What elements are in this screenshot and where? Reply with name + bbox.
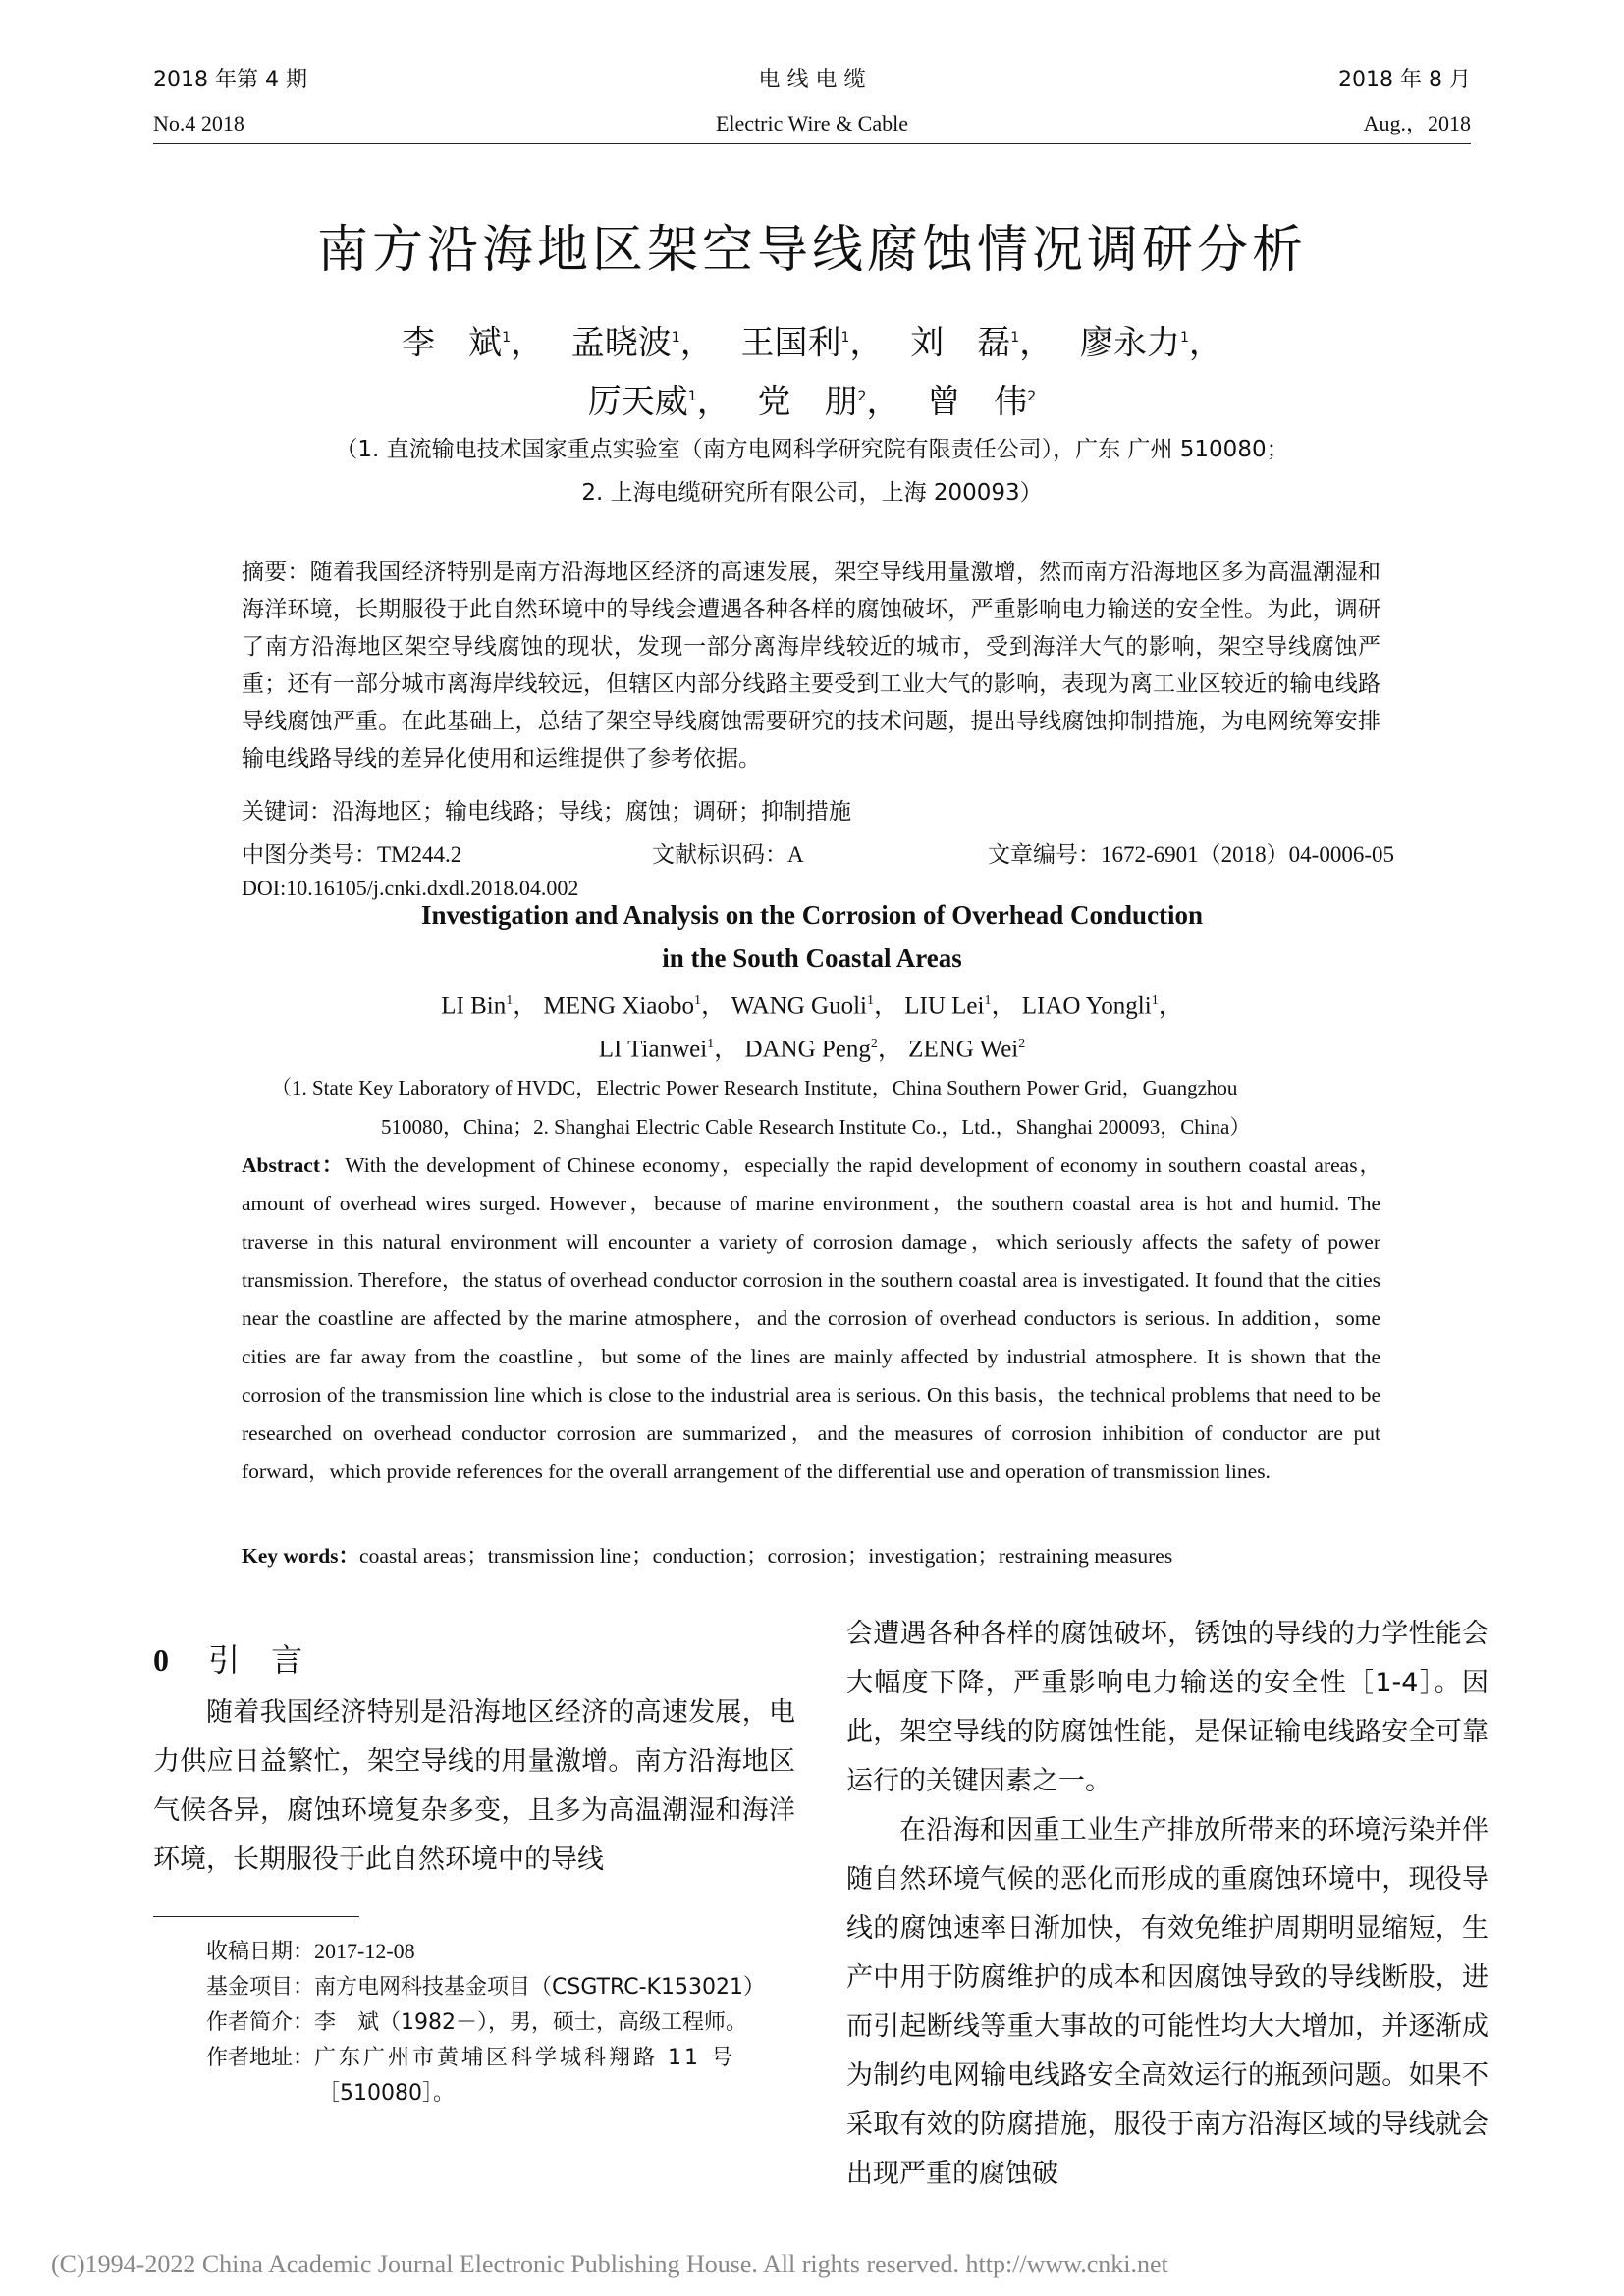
footnote-address [206,2041,795,2076]
author-mark: 2 [870,1037,878,1051]
author-name: 党 朋 [757,382,858,422]
abstract-en-text: With the development of Chinese economy，especially the rapid development of economy in southern coastal areas，amount of overhead wires surged. However，because of marine environment，the southern coastal area is hot and humid. The traverse in this natural environment will encounter a variety of corrosion damage，which seriously affects the safety of power transmission. Therefore，the status of overhead conductor corrosion in the southern coastal area is investigated. It found that the cities near the coastline are affected by the marine atmosphere，and the corrosion of overhead conductors is serious. In addition，some cities are far away from the coastline，but some of the lines are mainly affected by industrial atmosphere. It is shown that the corrosion of the transmission line which is close to the industrial area is serious. On this basis，the technical problems that need to be researched on overhead conductor corrosion are summarized，and the measures of corrosion inhibition of conductor are put forward，which provide references for the overall arrangement of the differential use and operation of transmission lines. [242,1153,1380,1483]
footnote-block [206,1934,795,2111]
footnote-fund [206,1970,795,2005]
abstract-cn [242,554,1380,777]
clc-value: TM244.2 [377,842,462,867]
received-label: 收稿日期： [206,1940,315,1964]
author-name: 王国利 [740,323,841,363]
received-value: 2017-12-08 [314,1939,415,1963]
abstract-cn-label: 摘要： [242,560,310,585]
author-name-en: LIAO Yongli [1021,992,1152,1020]
fund-value: 南方电网科技基金项目（CSGTRC-K153021） [314,1975,765,2000]
author-name: 刘 磊 [910,323,1011,363]
author-name-en: LIU Lei [904,992,985,1020]
paper-title: 南方沿海地区架空导线腐蚀情况调研分析 [316,221,1307,280]
affiliation-cn-line2: 2. 上海电缆研究所有限公司，上海 200093） [581,480,1043,506]
author-name: 李 斌 [402,323,503,363]
doc-code [652,836,804,869]
author-name-en: MENG Xiaobo [543,992,694,1020]
author-mark: 1 [1151,993,1159,1008]
fund-label: 基金项目： [206,1975,315,2000]
author-mark: 2 [1027,389,1037,404]
doi: DOI:10.16105/j.cnki.dxdl.2018.04.002 [242,876,579,900]
article-no-value: 1672-6901（2018）04-0006-05 [1101,842,1394,867]
authors-cn-line1: 李 斌$^1$， 孟晓波$^1$， 王国利$^1$， 刘 磊$^1$， 廖永力$^1$， [402,323,1222,363]
affiliation-cn-line1: （1. 直流输电技术国家重点实验室（南方电网科学研究院有限责任公司），广东 广州 510080； [335,437,1289,462]
header-date-en: Aug.，2018 [1363,111,1471,135]
keywords-en-label: Key words： [242,1544,360,1568]
header-issue-cn: 2018 年第 4 期 [153,68,307,92]
section-heading [153,1635,302,1681]
authors-en-line2: LI Tianwei$^1$， DANG Peng$^2$， ZENG Wei$^2$ [598,1036,1026,1063]
header-journal-en: Electric Wire & Cable [715,111,908,135]
author-name-en: ZENG Wei [908,1036,1019,1063]
copyright-footer: (C)1994-2022 China Academic Journal Electronic Publishing House. All rights reserved. http://www.cnki.net [51,2250,1168,2278]
author-mark: 1 [506,993,514,1008]
author-mark: 1 [671,330,680,346]
author-mark: 1 [687,389,697,404]
authors-cn-line2: 厉天威$^1$， 党 朋$^2$， 曾 伟$^2$ [587,382,1037,422]
author-mark: 1 [693,993,701,1008]
paper-title-en-line2: in the South Coastal Areas [662,943,962,973]
addr-value: 广东广州市黄埔区科学城科翔路 11 号 [314,2046,735,2070]
author-name: 曾 伟 [927,382,1028,422]
keywords-en-text: coastal areas；transmission line；conduction；corrosion；investigation；restraining measures [359,1544,1173,1568]
bio-value: 李 斌（1982－），男，硕士，高级工程师。 [314,2010,748,2035]
author-name: 厉天威 [587,382,688,422]
author-mark: 2 [1018,1037,1026,1051]
author-name-en: LI Bin [441,992,507,1020]
author-mark: 1 [1010,330,1020,346]
affiliation-en-line1: （1. State Key Laboratory of HVDC，Electric Power Research Institute，China Southern Power Grid，Guangzhou [271,1076,1238,1099]
body-paragraph-right-2: 在沿海和因重工业生产排放所带来的环境污染并伴随自然环境气候的恶化而形成的重腐蚀环境中，现役导线的腐蚀速率日渐加快，有效免维护周期明显缩短，生产中用于防腐维护的成本和因腐蚀导致的导线断股，进而引起断线等重大事故的可能性均大大增加，并逐渐成为制约电网输电线路安全高效运行的瓶颈问题。如果不采取有效的防腐措施，服役于南方沿海区域的导线就会出现严重的腐蚀破 [846,1815,1489,2189]
section-title: 引 言 [208,1641,303,1679]
abstract-en [242,1147,1380,1491]
author-mark: 2 [857,389,867,404]
author-mark: 1 [1180,330,1189,346]
author-name: 孟晓波 [570,323,672,363]
header-rule [153,143,1471,144]
doc-code-value: A [787,842,804,867]
abstract-cn-text: 随着我国经济特别是南方沿海地区经济的高速发展，架空导线用量激增，然而南方沿海地区多为高温潮湿和海洋环境，长期服役于此自然环境中的导线会遭遇各种各样的腐蚀破坏，严重影响电力输送的安全性。为此，调研了南方沿海地区架空导线腐蚀的现状，发现一部分离海岸线较近的城市，受到海洋大气的影响，架空导线腐蚀严重；还有一部分城市离海岸线较远，但辖区内部分线路主要受到工业大气的影响，表现为离工业区较近的输电线路导线腐蚀严重。在此基础上，总结了架空导线腐蚀需要研究的技术问题，提出导线腐蚀抑制措施，为电网统筹安排输电线路导线的差异化使用和运维提供了参考依据。 [242,560,1381,772]
author-mark: 1 [707,1037,715,1051]
footnote-bio [206,2005,795,2041]
section-number: 0 [153,1642,169,1678]
clc-number [242,836,461,869]
author-name-en: LI Tianwei [598,1036,708,1063]
clc-label: 中图分类号： [242,842,377,868]
body-paragraph-left: 随着我国经济特别是沿海地区经济的高速发展，电力供应日益繁忙，架空导线的用量激增。南方沿海地区气候各异，腐蚀环境复杂多变，且多为高温潮湿和海洋环境，长期服役于此自然环境中的导线 [153,1697,795,1875]
author-mark: 1 [866,993,874,1008]
bio-label: 作者简介： [206,2010,315,2035]
author-mark: 1 [502,330,511,346]
article-number [988,836,1394,869]
article-no-label: 文章编号： [988,842,1101,868]
paper-title-en-line1: Investigation and Analysis on the Corrosion of Overhead Conduction [420,900,1204,930]
author-mark: 1 [840,330,850,346]
footnote-rule [153,1916,359,1917]
body-paragraph-right-1: 会遭遇各种各样的腐蚀破坏，锈蚀的导线的力学性能会大幅度下降，严重影响电力输送的安全性［1-4］。因此，架空导线的防腐蚀性能，是保证输电线路安全可靠运行的关键因素之一。 [846,1619,1489,1796]
keywords-cn [242,793,1380,830]
header-journal-cn: 电 线 电 缆 [758,68,866,92]
keywords-cn-text: 沿海地区；输电线路；导线；腐蚀；调研；抑制措施 [332,799,851,825]
author-mark: 1 [984,993,992,1008]
header-issue-en: No.4 2018 [153,111,244,135]
author-name: 廖永力 [1080,323,1180,363]
abstract-en-label: Abstract： [242,1153,346,1177]
authors-en-line1: LI Bin$^1$， MENG Xiaobo$^1$， WANG Guoli$^1$， LIU Lei$^1$， LIAO Yongli$^1$， [441,992,1183,1020]
affiliation-en-line2: 510080，China；2. Shanghai Electric Cable Research Institute Co.，Ltd.，Shanghai 200093，China） [381,1115,1251,1139]
addr-label: 作者地址： [206,2046,315,2070]
keywords-cn-label: 关键词： [242,799,332,825]
footnote-received [206,1934,795,1970]
author-name-en: DANG Peng [744,1036,871,1063]
doc-code-label: 文献标识码： [652,842,787,868]
author-name-en: WANG Guoli [731,992,867,1020]
footnote-address-cont: ［510080］。 [318,2081,455,2106]
header-date-cn: 2018 年 8 月 [1338,68,1471,92]
keywords-en [242,1537,1380,1575]
